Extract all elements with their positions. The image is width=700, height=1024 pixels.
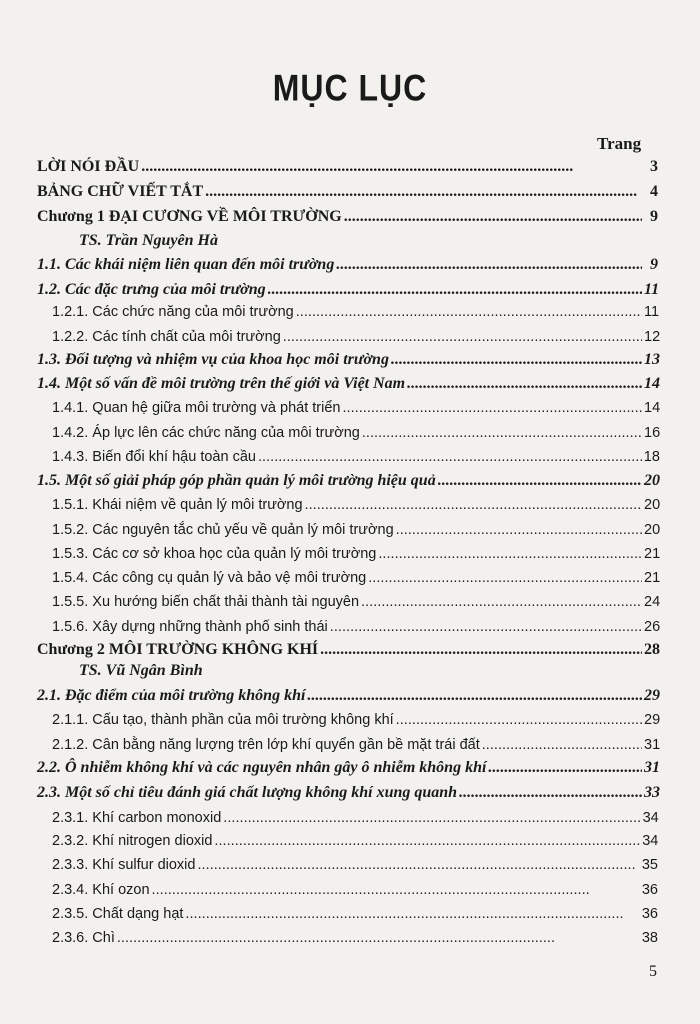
toc-entry-page: 29 [644, 687, 660, 704]
toc-entry-label: Chương 1 ĐẠI CƯƠNG VỀ MÔI TRƯỜNG [37, 208, 342, 225]
toc-entry-page: 31 [644, 759, 660, 776]
toc-author: TS. Trần Nguyên Hà [79, 232, 218, 249]
dot-leader [152, 880, 640, 900]
toc-entry-label: 1.2.1. Các chức năng của môi trường [52, 304, 294, 320]
toc-entry-label: 1.5.3. Các cơ sở khoa học của quản lý môi trường [52, 546, 377, 562]
toc-entry-label: 1.3. Đối tượng và nhiệm vụ của khoa học môi trường [37, 351, 389, 368]
toc-entry-page: 36 [641, 906, 658, 922]
toc-entry-sub[interactable] [52, 423, 661, 445]
dot-leader [361, 592, 642, 612]
toc-entry-label: 2.3.4. Khí ozon [52, 882, 150, 898]
toc-entry-label: 1.2. Các đặc trưng của môi trường [37, 281, 266, 298]
toc-entry-sec[interactable] [37, 783, 658, 805]
toc-entry-page: 13 [644, 351, 660, 368]
toc-entry-page: 38 [641, 930, 658, 946]
dot-leader [488, 758, 642, 778]
toc-entry-sec[interactable] [37, 255, 658, 277]
toc-entry-page: 20 [644, 497, 661, 513]
toc-entry-top[interactable] [37, 182, 658, 204]
toc-entry-sub[interactable] [52, 617, 661, 639]
dot-leader [342, 398, 642, 418]
toc-entry-page: 9 [650, 256, 658, 273]
toc-entry-page: 11 [644, 281, 660, 298]
page-title: MỤC LỤC [272, 67, 428, 109]
toc-entry-sub[interactable] [52, 831, 658, 853]
toc-entry-sub[interactable] [52, 327, 661, 349]
toc-entry-page: 31 [644, 737, 661, 753]
toc-entry-label: 2.3.6. Chì [52, 930, 115, 946]
toc-entry-label: 2.1.1. Cấu tạo, thành phần của môi trường không khí [52, 712, 394, 728]
toc-entry-sub[interactable] [52, 520, 661, 542]
toc-entry-sub[interactable] [52, 855, 658, 877]
toc-entry-page: 26 [644, 619, 661, 635]
toc-entry-page: 21 [644, 546, 661, 562]
dot-leader [268, 280, 642, 300]
toc-entry-sec[interactable] [37, 350, 658, 372]
toc-entry-label: 1.2.2. Các tính chất của môi trường [52, 329, 281, 345]
toc-entry-page: 9 [650, 208, 658, 225]
toc-entry-label: 1.4. Một số vấn đề môi trường trên thế giới và Việt Nam [37, 375, 406, 392]
dot-leader [296, 302, 642, 322]
toc-entry-label: LỜI NÓI ĐẦU [37, 158, 140, 175]
toc-entry-page: 4 [650, 183, 658, 200]
toc-entry-chap[interactable] [37, 207, 658, 229]
toc-entry-page: 34 [642, 810, 659, 826]
dot-leader [459, 783, 642, 803]
toc-entry-label: 2.2. Ô nhiễm không khí và các nguyên nhân gây ô nhiễm không khí [37, 759, 487, 776]
toc-entry-label: 1.5.4. Các công cụ quản lý và bảo vệ môi trường [52, 570, 367, 586]
toc-entry-label: BẢNG CHỮ VIẾT TẮT [37, 183, 204, 200]
toc-entry-page: 28 [644, 641, 660, 658]
page-column-header: Trang [597, 134, 642, 153]
toc-entry-page: 29 [644, 712, 661, 728]
toc-entry-page: 12 [644, 329, 661, 345]
dot-leader [117, 928, 640, 948]
dot-leader [223, 808, 640, 828]
toc-entry-page: 20 [644, 472, 660, 489]
toc-entry-label: 1.5.5. Xu hướng biến chất thải thành tài nguyên [52, 594, 360, 610]
toc-entry-chap[interactable] [37, 640, 658, 662]
dot-leader [258, 447, 642, 467]
dot-leader [396, 520, 642, 540]
toc-entry-page: 24 [644, 594, 661, 610]
dot-leader [330, 617, 642, 637]
page-number: 5 [649, 963, 657, 980]
dot-leader [368, 568, 642, 588]
toc-entry-page: 20 [644, 522, 661, 538]
toc-entry-label: 1.4.2. Áp lực lên các chức năng của môi trường [52, 425, 360, 441]
dot-leader [197, 855, 639, 875]
dot-leader [214, 831, 640, 851]
toc-entry-label: 2.3.1. Khí carbon monoxid [52, 810, 222, 826]
toc-entry-label: 2.1. Đặc điểm của môi trường không khí [37, 687, 306, 704]
toc-entry-label: 2.3.5. Chất dạng hạt [52, 906, 184, 922]
toc-entry-page: 11 [644, 304, 660, 320]
toc-entry-label: 2.1.2. Cân bằng năng lượng trên lớp khí quyển gần bề mặt trái đất [52, 737, 480, 753]
dot-leader [438, 471, 642, 491]
toc-entry-page: 36 [641, 882, 658, 898]
dot-leader [205, 182, 642, 202]
dot-leader [307, 686, 642, 706]
toc-entry-page: 33 [644, 784, 660, 801]
dot-leader [141, 157, 642, 177]
toc-entry-sub[interactable] [52, 544, 661, 566]
dot-leader [391, 350, 642, 370]
dot-leader [482, 735, 642, 755]
toc-entry-sub[interactable] [52, 568, 661, 590]
toc-entry-label: 1.4.3. Biến đổi khí hậu toàn cầu [52, 449, 256, 465]
toc-author: TS. Vũ Ngân Bình [79, 662, 203, 679]
toc-entry-top[interactable] [37, 157, 658, 179]
toc-entry-sub[interactable] [52, 592, 661, 614]
dot-leader [344, 207, 642, 227]
toc-entry-label: 1.1. Các khái niệm liên quan đến môi trường [37, 256, 335, 273]
toc-entry-label: 1.5. Một số giải pháp góp phần quản lý môi trường hiệu quả [37, 472, 436, 489]
toc-entry-sub[interactable] [52, 880, 658, 902]
toc-entry-sec[interactable] [37, 686, 658, 708]
toc-entry-sub[interactable] [52, 302, 658, 324]
toc-entry-sub[interactable] [52, 735, 661, 757]
toc-entry-sub[interactable] [52, 928, 658, 950]
dot-leader [320, 640, 642, 660]
toc-entry-sub[interactable] [52, 808, 658, 830]
toc-entry-label: 2.3. Một số chỉ tiêu đánh giá chất lượng không khí xung quanh [37, 784, 458, 801]
toc-entry-page: 14 [644, 375, 660, 392]
dot-leader [362, 423, 642, 443]
toc-entry-page: 34 [642, 833, 659, 849]
dot-leader [407, 374, 642, 394]
toc-entry-label: Chương 2 MÔI TRƯỜNG KHÔNG KHÍ [37, 641, 319, 658]
toc-entry-sec[interactable] [37, 374, 658, 396]
toc-entry-sec[interactable] [37, 280, 658, 302]
dot-leader [378, 544, 642, 564]
toc-entry-sub[interactable] [52, 904, 658, 926]
toc-entry-sub[interactable] [52, 710, 661, 732]
toc-entry-page: 21 [644, 570, 661, 586]
toc-entry-sec[interactable] [37, 758, 658, 780]
toc-entry-label: 1.5.1. Khái niệm về quản lý môi trường [52, 497, 303, 513]
toc-entry-label: 2.3.3. Khí sulfur dioxid [52, 857, 196, 873]
toc-entry-label: 1.5.2. Các nguyên tắc chủ yếu về quản lý môi trường [52, 522, 394, 538]
dot-leader [283, 327, 642, 347]
dot-leader [305, 495, 642, 515]
toc-entry-label: 2.3.2. Khí nitrogen dioxid [52, 833, 213, 849]
toc-entry-sub[interactable] [52, 447, 658, 469]
toc-entry-label: 1.4.1. Quan hệ giữa môi trường và phát triển [52, 400, 341, 416]
toc-entry-page: 16 [644, 425, 661, 441]
toc-entry-page: 14 [644, 400, 661, 416]
toc-entry-page: 35 [641, 857, 658, 873]
toc-entry-sub[interactable] [52, 495, 661, 517]
toc-entry-page: 18 [643, 449, 660, 465]
dot-leader [336, 255, 642, 275]
toc-entry-sec[interactable] [37, 471, 658, 493]
dot-leader [396, 710, 642, 730]
toc-entry-label: 1.5.6. Xây dựng những thành phố sinh thái [52, 619, 328, 635]
toc-entry-page: 3 [650, 158, 658, 175]
toc-entry-sub[interactable] [52, 398, 661, 420]
dot-leader [185, 904, 639, 924]
